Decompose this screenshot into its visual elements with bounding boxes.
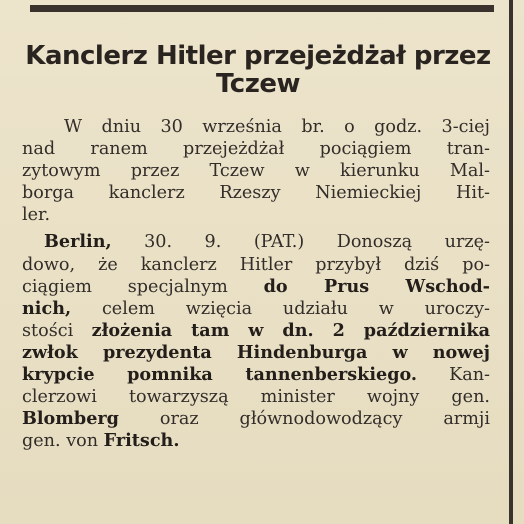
- top-rule-divider: [30, 5, 494, 12]
- emphasis-bold: zwłok prezydenta Hindenburga w nowej: [22, 341, 490, 363]
- paragraph-1-line: zytowym przez Tczew w kierunku Mal-: [22, 161, 490, 182]
- paragraph-1-line: borga kanclerz Rzeszy Niemieckiej Hit-: [22, 183, 490, 204]
- paragraph-2: [22, 231, 502, 452]
- text-run: Kan-: [417, 365, 490, 386]
- emphasis-bold: Fritsch.: [103, 430, 180, 452]
- paragraph-2-line: [22, 342, 502, 364]
- paragraph-2-line: [22, 364, 502, 386]
- text-run: oraz głównodowodzący armji: [118, 409, 490, 430]
- text-run: stości: [22, 320, 92, 341]
- emphasis-bold: krypcie pomnika tannenberskiego.: [22, 364, 418, 386]
- text-run: 30. 9. (PAT.) Donoszą urzę-: [111, 232, 490, 253]
- text-run: gen. von: [22, 431, 104, 452]
- paragraph-2-line: [22, 276, 502, 298]
- paragraph-1-line: W dniu 30 września br. o godz. 3-ciej: [64, 117, 490, 137]
- emphasis-bold: złożenia tam w dn. 2 października: [91, 319, 490, 341]
- paragraph-1-line: ler.: [22, 205, 51, 226]
- headline-line-1: Kanclerz Hitler przejeżdżał przez: [25, 41, 491, 71]
- column-rule-divider: [509, 0, 513, 524]
- article-body: [22, 116, 502, 452]
- paragraph-2-line: dowo, że kanclerz Hitler przybył dziś po-: [22, 254, 490, 275]
- paragraph-2-line: [22, 430, 502, 452]
- paragraph-2-line: [22, 408, 502, 430]
- paragraph-2-line: [22, 231, 502, 253]
- text-run: ciągiem specjalnym: [22, 276, 264, 297]
- paragraph-1-line: nad ranem przejeżdżał pociągiem tran-: [22, 139, 490, 160]
- emphasis-bold: nich,: [22, 297, 72, 319]
- headline-line-2: Tczew: [216, 69, 300, 99]
- paragraph-2-line: [22, 298, 502, 320]
- emphasis-bold: do Prus Wschod-: [263, 275, 490, 297]
- paragraph-2-line: clerzowi towarzyszą minister wojny gen.: [22, 387, 490, 408]
- emphasis-bold: Blomberg: [22, 408, 119, 430]
- paragraph-2-line: [22, 320, 502, 342]
- dateline-bold: Berlin,: [44, 231, 112, 253]
- paragraph-1: [22, 116, 502, 226]
- article-headline: [14, 42, 502, 98]
- text-run: celem wzięcia udziału w uroczy-: [71, 298, 490, 319]
